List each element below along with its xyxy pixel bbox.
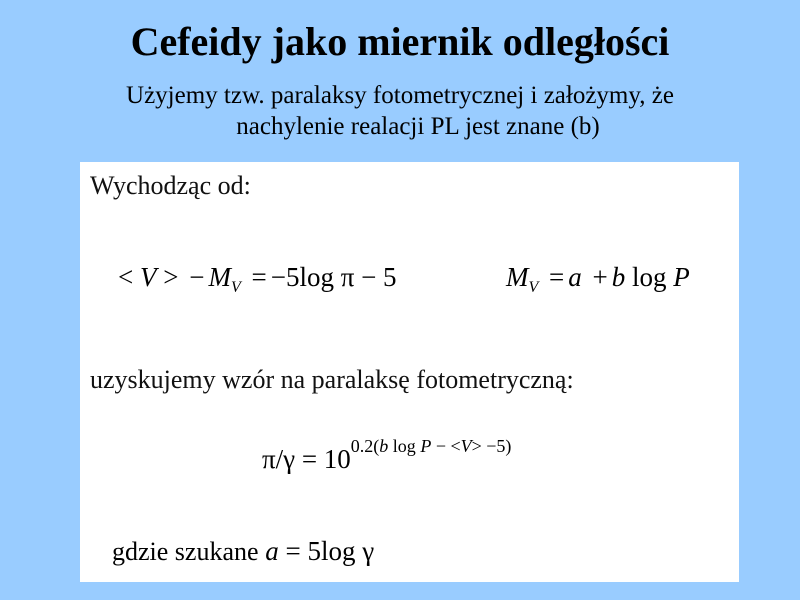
eq2-b: b [611,262,626,292]
intro-line-2: nachylenie realacji PL jest znane (b) [236,113,600,140]
eq2-log: log [632,262,667,292]
eq2-a: a [568,262,582,292]
eq2-sub: V [528,279,539,296]
eq4-a: a [265,536,279,566]
eq2-m: M [506,262,529,292]
eq3-lhs: π/γ = 10 [262,444,351,474]
starting-text: Wychodząc od: [90,171,251,200]
eq1-m: M [208,262,231,292]
equation-period-luminosity: $M_V = a + b$ log P [506,262,690,296]
equation-parallax-magnitude: < V > − $M_V = -5\log$ π − 5 [118,262,397,296]
eq4-rhs: = 5log γ [285,536,375,566]
slide-title: Cefeidy jako miernik odległości [130,19,670,64]
eq1-rhs: −5log π − 5 [270,262,397,292]
equation-photometric-parallax [262,436,512,476]
eq1-v: V [139,262,157,292]
eq3-exponent: 0.2(b log P − <V> −5) [350,436,512,456]
eq1-sub: V [230,279,241,296]
formula-panel [80,162,739,582]
intro-line-1: Użyjemy tzw. paralaksy fotometrycznej i założymy, że [126,82,674,109]
intro-text [0,80,800,142]
where-line [112,534,374,569]
where-text: gdzie szukane [112,537,259,566]
eq2-p: P [673,262,690,292]
derive-text: uzyskujemy wzór na paralaksę fotometryczną: [90,365,574,394]
